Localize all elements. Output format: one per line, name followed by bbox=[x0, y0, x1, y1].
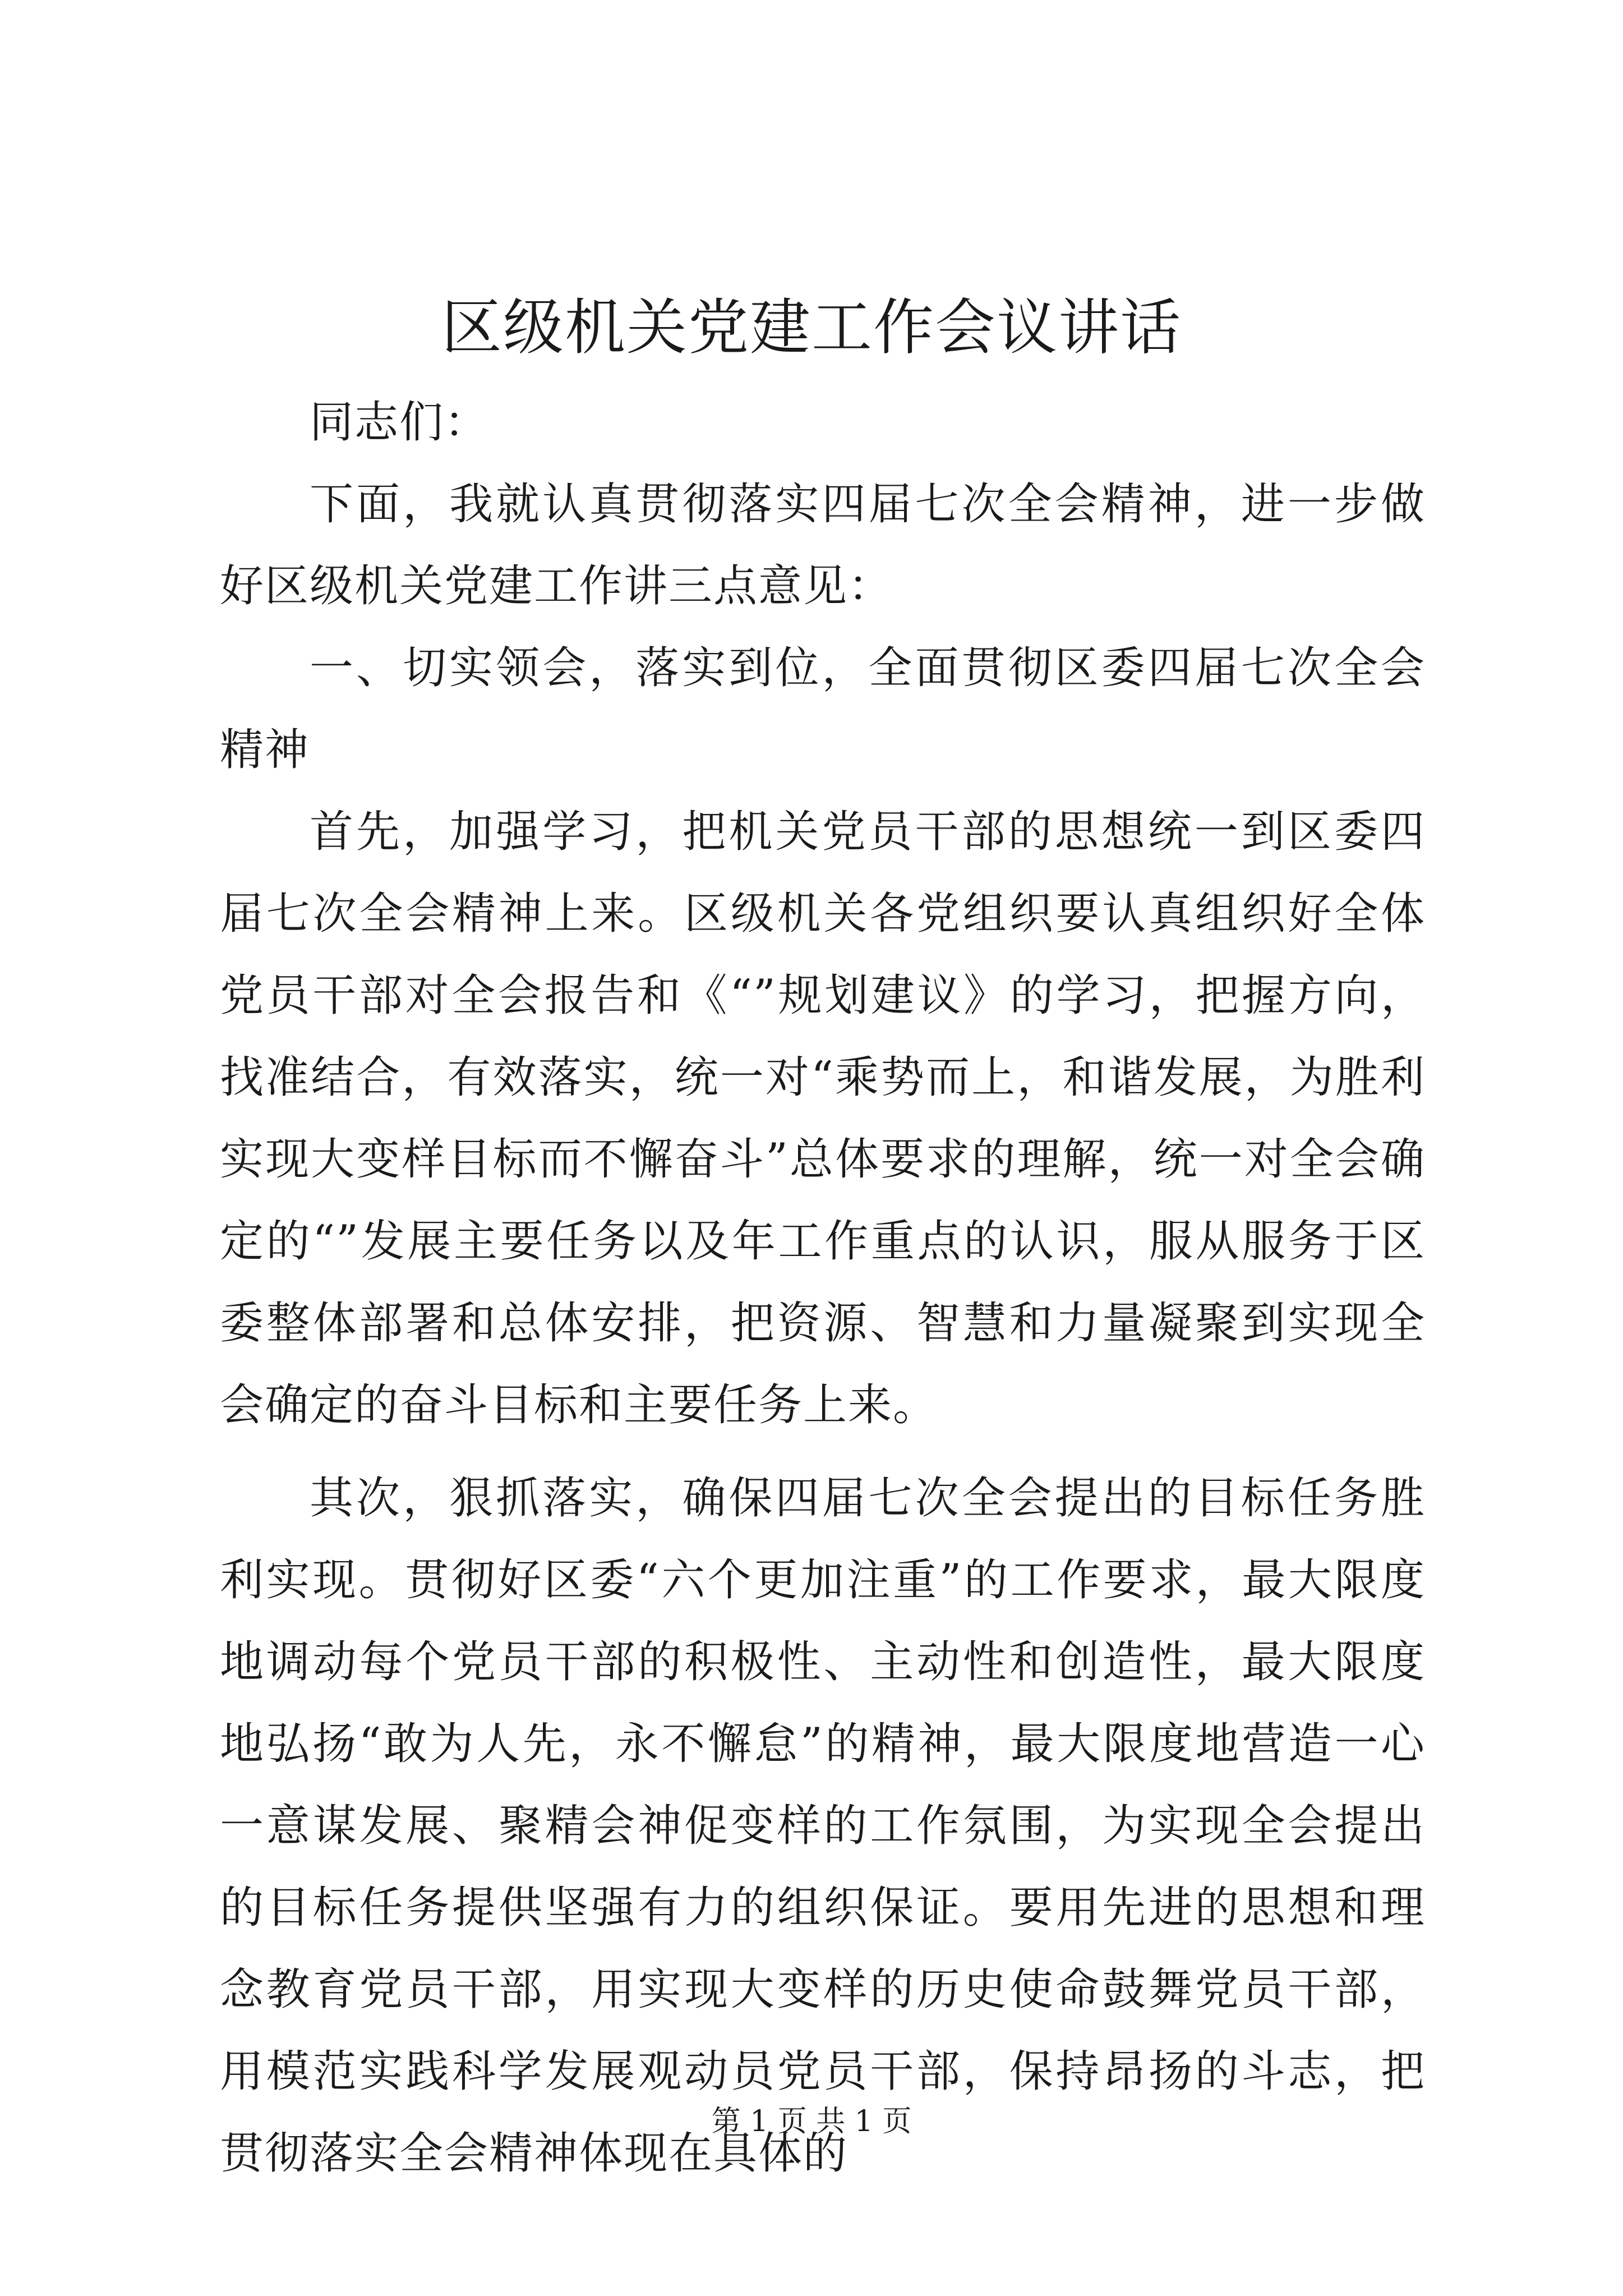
document-body bbox=[220, 381, 1426, 2194]
body-paragraph: 首先，加强学习，把机关党员干部的思想统一到区委四届七次全会精神上来。区级机关各党组织要认真组织好全体党员干部对全会报告和《“”规划建议》的学习，把握方向，找准结合，有效落实，统一对“乘势而上，和谐发展，为胜利实现大变样目标而不懈奋斗”总体要求的理解，统一对全会确定的“”发展主要任务以及年工作重点的认识，服从服务于区委整体部署和总体安排，把资源、智慧和力量凝聚到实现全会确定的奋斗目标和主要任务上来。 bbox=[220, 807, 1426, 1430]
greeting-paragraph: 同志们： bbox=[310, 397, 490, 448]
document-title: 区级机关党建工作会议讲话 bbox=[441, 293, 1182, 363]
intro-paragraph: 下面，我就认真贯彻落实四届七次全会精神，进一步做好区级机关党建工作讲三点意见： bbox=[220, 479, 1426, 611]
page-footer: 第 1 页 共 1 页 bbox=[711, 2105, 912, 2138]
body-paragraph: 其次，狠抓落实，确保四届七次全会提出的目标任务胜利实现。贯彻好区委“六个更加注重”的工作要求，最大限度地调动每个党员干部的积极性、主动性和创造性，最大限度地弘扬“敢为人先，永不懈怠”的精神，最大限度地营造一心一意谋发展、聚精会神促变样的工作氛围，为实现全会提出的目标任务提供坚强有力的组织保证。要用先进的思想和理念教育党员干部，用实现大变样的历史使命鼓舞党员干部，用模范实践科学发展观动员党员干部，保持昂扬的斗志，把贯彻落实全会精神体现在具体的 bbox=[220, 1473, 1426, 2179]
section-heading: 一、切实领会，落实到位，全面贯彻区委四届七次全会精神 bbox=[220, 643, 1426, 775]
